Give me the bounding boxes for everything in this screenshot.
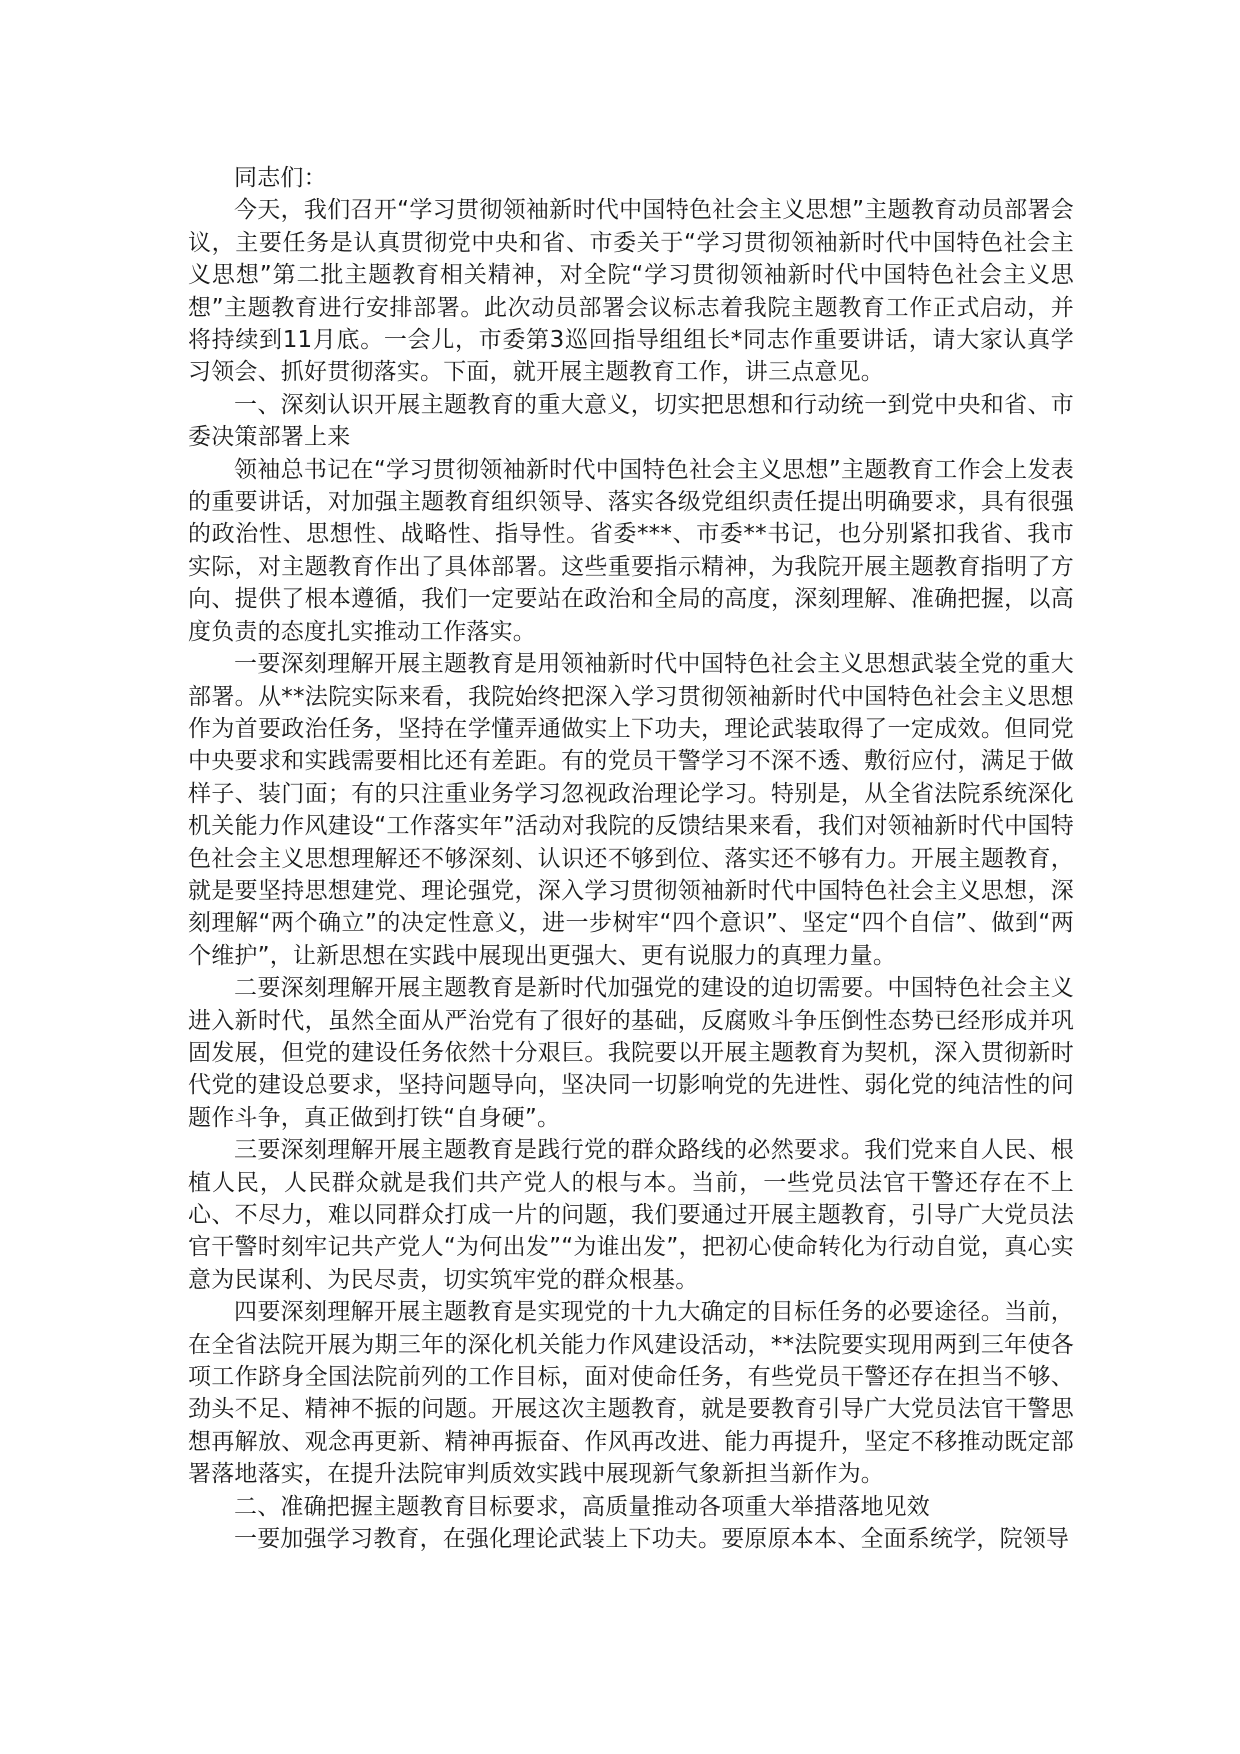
paragraph: 四要深刻理解开展主题教育是实现党的十九大确定的目标任务的必要途径。当前，在全省法院开展为期三年的深化机关能力作风建设活动，**法院要实现用两到三年使各项工作跻身全国法院前列的工作目标，面对使命任务，有些党员干警还存在担当不够、劲头不足、精神不振的问题。开展这次主题教育，就是要教育引导广大党员法官干警思想再解放、观念再更新、精神再振奋、作风再改进、能力再提升，坚定不移推动既定部署落地落实，在提升法院审判质效实践中展现新气象新担当新作为。 (188, 1299, 1074, 1488)
paragraph-intro: 今天，我们召开“学习贯彻领袖新时代中国特色社会主义思想”主题教育动员部署会议，主要任务是认真贯彻党中央和省、市委关于“学习贯彻领袖新时代中国特色社会主义思想”第二批主题教育相关精神，对全院“学习贯彻领袖新时代中国特色社会主义思想”主题教育进行安排部署。此次动员部署会议标志着我院主题教育工作正式启动，并将持续到11月底。一会儿，市委第3巡回指导组组长*同志作重要讲话，请大家认真学习领会、抓好贯彻落实。下面，就开展主题教育工作，讲三点意见。 (188, 197, 1074, 386)
paragraph: 二要深刻理解开展主题教育是新时代加强党的建设的迫切需要。中国特色社会主义进入新时代，虽然全面从严治党有了很好的基础，反腐败斗争压倒性态势已经形成并巩固发展，但党的建设任务依然十分艰巨。我院要以开展主题教育为契机，深入贯彻新时代党的建设总要求，坚持问题导向，坚决同一切影响党的先进性、弱化党的纯洁性的问题作斗争，真正做到打铁“自身硬”。 (188, 975, 1074, 1131)
salutation: 同志们： (234, 165, 327, 191)
section-heading-1: 一、深刻认识开展主题教育的重大意义，切实把思想和行动统一到党中央和省、市委决策部署上来 (188, 391, 1074, 451)
paragraph: 三要深刻理解开展主题教育是践行党的群众路线的必然要求。我们党来自人民、根植人民，人民群众就是我们共产党人的根与本。当前，一些党员法官干警还存在不上心、不尽力，难以同群众打成一片的问题，我们要通过开展主题教育，引导广大党员法官干警时刻牢记共产党人“为何出发”“为谁出发”，把初心使命转化为行动自觉，真心实意为民谋利、为民尽责，切实筑牢党的群众根基。 (188, 1137, 1074, 1293)
document-body (188, 162, 1074, 1555)
section-heading-2: 二、准确把握主题教育目标要求，高质量推动各项重大举措落地见效 (234, 1493, 930, 1520)
paragraph: 一要加强学习教育，在强化理论武装上下功夫。要原原本本、全面系统学，院领导 (234, 1526, 1070, 1553)
paragraph: 领袖总书记在“学习贯彻领袖新时代中国特色社会主义思想”主题教育工作会上发表的重要讲话，对加强主题教育组织领导、落实各级党组织责任提出明确要求，具有很强的政治性、思想性、战略性、指导性。省委***、市委**书记，也分别紧扣我省、我市实际，对主题教育作出了具体部署。这些重要指示精神，为我院开展主题教育指明了方向、提供了根本遵循，我们一定要站在政治和全局的高度，深刻理解、准确把握，以高度负责的态度扎实推动工作落实。 (188, 456, 1074, 645)
paragraph: 一要深刻理解开展主题教育是用领袖新时代中国特色社会主义思想武装全党的重大部署。从**法院实际来看，我院始终把深入学习贯彻领袖新时代中国特色社会主义思想作为首要政治任务，坚持在学懂弄通做实上下功夫，理论武装取得了一定成效。但同党中央要求和实践需要相比还有差距。有的党员干警学习不深不透、敷衍应付，满足于做样子、装门面；有的只注重业务学习忽视政治理论学习。特别是，从全省法院系统深化机关能力作风建设“工作落实年”活动对我院的反馈结果来看，我们对领袖新时代中国特色社会主义思想理解还不够深刻、认识还不够到位、落实还不够有力。开展主题教育，就是要坚持思想建党、理论强党，深入学习贯彻领袖新时代中国特色社会主义思想，深刻理解“两个确立”的决定性意义，进一步树牢“四个意识”、坚定“四个自信”、做到“两个维护”，让新思想在实践中展现出更强大、更有说服力的真理力量。 (188, 651, 1074, 969)
